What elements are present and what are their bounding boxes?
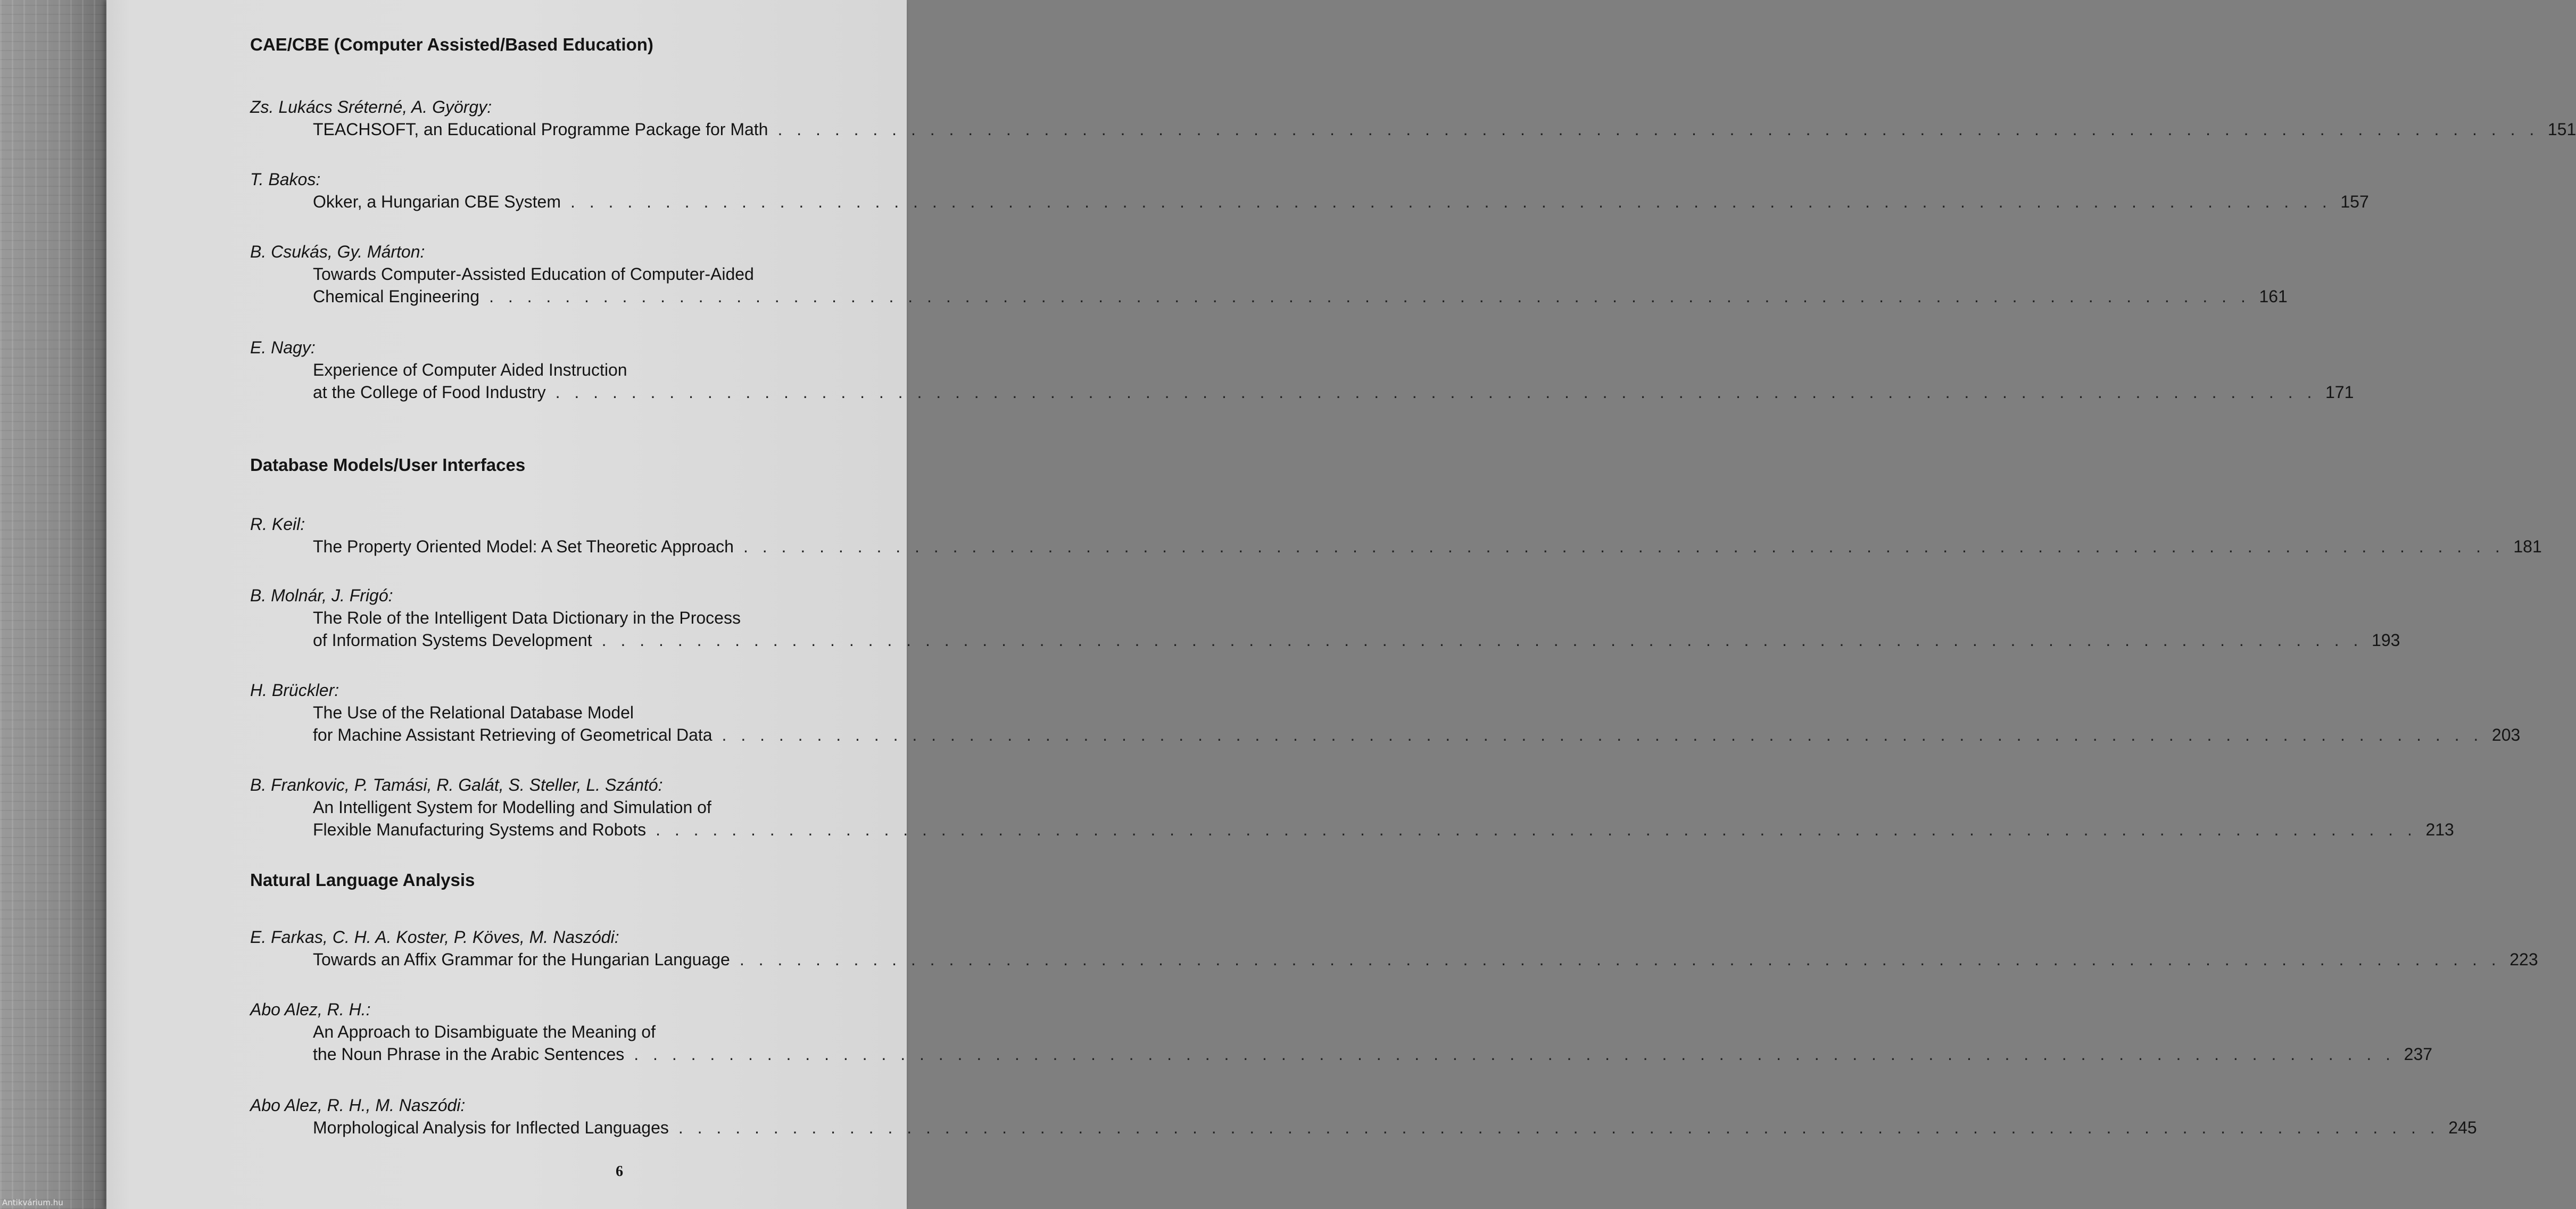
toc-entry (250, 96, 2576, 140)
entry-authors: Zs. Lukács Sréterné, A. György: (250, 97, 492, 117)
entry-title-text: TEACHSOFT, an Educational Programme Package for Math (313, 120, 768, 139)
entry-authors: T. Bakos: (250, 170, 321, 189)
dot-leader (740, 948, 2501, 971)
entry-title-text: Morphological Analysis for Inflected Languages (313, 1118, 669, 1137)
dot-leader (743, 535, 2505, 558)
toc-entry (250, 926, 2538, 971)
entry-authors: H. Brückler: (250, 681, 339, 700)
entry-title-line (250, 1043, 2433, 1065)
entry-title-line (250, 796, 990, 818)
entry-page-number: 171 (2325, 383, 2354, 402)
book-binding-edge (0, 0, 106, 1209)
entry-authors: R. Keil: (250, 515, 305, 534)
entry-title-line (250, 118, 2576, 140)
entry-title-line (250, 629, 2400, 651)
table-of-contents (250, 34, 2576, 1139)
entry-title-line (250, 724, 2521, 746)
dot-leader (722, 724, 2483, 746)
entry-authors: Abo Alez, R. H., M. Naszódi: (250, 1096, 466, 1115)
entry-page-number: 223 (2509, 950, 2538, 969)
entry-title-text: The Property Oriented Model: A Set Theoretic Approach (313, 537, 734, 556)
entry-page-number: 193 (2372, 631, 2400, 650)
entry-title-line (250, 285, 2288, 308)
toc-entry (250, 1094, 2477, 1139)
entry-title-text: of Information Systems Development (313, 631, 592, 650)
entry-page-number: 161 (2259, 287, 2288, 306)
entry-title-line (250, 701, 990, 724)
watermark-text: Antikvárium.hu (2, 1198, 63, 1207)
section-heading: Database Models/User Interfaces (250, 455, 526, 475)
dot-leader (656, 818, 2417, 841)
entry-title-text: Towards an Affix Grammar for the Hungarian Language (313, 950, 730, 969)
entry-authors: E. Farkas, C. H. A. Koster, P. Köves, M. Naszódi: (250, 928, 619, 947)
entry-title-text: for Machine Assistant Retrieving of Geometrical Data (313, 725, 713, 744)
entry-title-text: Okker, a Hungarian CBE System (313, 192, 561, 211)
entry-authors: B. Molnár, J. Frigó: (250, 586, 393, 605)
entry-page-number: 237 (2404, 1045, 2433, 1064)
entry-title-line (250, 191, 2369, 213)
entry-page-number: 181 (2513, 537, 2542, 556)
dot-leader (489, 285, 2250, 308)
entry-page-number: 203 (2491, 725, 2521, 744)
entry-title-text: at the College of Food Industry (313, 383, 546, 402)
toc-entry (250, 513, 2542, 558)
entry-page-number: 245 (2448, 1118, 2477, 1137)
page-number: 6 (616, 1163, 623, 1180)
dot-leader (634, 1043, 2395, 1065)
entry-title-line (250, 535, 2542, 558)
dot-leader (602, 629, 2363, 651)
entry-authors: B. Csukás, Gy. Márton: (250, 242, 425, 261)
toc-entry (250, 774, 2454, 841)
section-heading: Natural Language Analysis (250, 870, 475, 890)
dot-leader (570, 191, 2332, 213)
entry-page-number: 151 (2547, 120, 2576, 139)
toc-entry (250, 584, 2400, 651)
toc-entry (250, 998, 2433, 1065)
entry-title-text: The Role of the Intelligent Data Dictionary in the Process (313, 608, 741, 627)
entry-title-line (250, 818, 2454, 841)
entry-title-line (250, 607, 990, 629)
entry-page-number: 157 (2340, 192, 2369, 211)
entry-title-line (250, 263, 990, 285)
entry-title-text: An Approach to Disambiguate the Meaning of (313, 1022, 656, 1041)
toc-entry (250, 168, 2369, 213)
book-page (106, 0, 2576, 1209)
entry-title-text: the Noun Phrase in the Arabic Sentences (313, 1045, 625, 1064)
entry-title-text: An Intelligent System for Modelling and Simulation of (313, 798, 711, 817)
entry-title-text: Experience of Computer Aided Instruction (313, 360, 627, 379)
entry-authors: E. Nagy: (250, 338, 316, 357)
entry-authors: B. Frankovic, P. Tamási, R. Galát, S. Steller, L. Szántó: (250, 775, 663, 794)
entry-title-line (250, 948, 2538, 971)
entry-authors: Abo Alez, R. H.: (250, 1000, 371, 1019)
toc-entry (250, 241, 2288, 308)
entry-title-line (250, 381, 2354, 403)
entry-title-text: Chemical Engineering (313, 287, 480, 306)
toc-entry (250, 336, 2354, 403)
section-heading: CAE/CBE (Computer Assisted/Based Education) (250, 35, 653, 54)
dot-leader (678, 1116, 2440, 1139)
entry-title-text: Flexible Manufacturing Systems and Robots (313, 820, 647, 839)
entry-title-text: Towards Computer-Assisted Education of Computer-Aided (313, 264, 754, 284)
entry-title-line (250, 1021, 990, 1043)
entry-title-line (250, 359, 990, 381)
entry-page-number: 213 (2425, 820, 2454, 839)
entry-title-text: The Use of the Relational Database Model (313, 703, 634, 722)
dot-leader (777, 118, 2539, 140)
toc-entry (250, 679, 2521, 746)
entry-title-line (250, 1116, 2477, 1139)
dot-leader (556, 381, 2317, 403)
